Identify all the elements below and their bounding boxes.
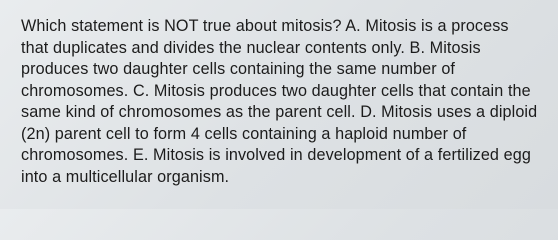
question-text: Which statement is NOT true about mitosis? A. Mitosis is a process that duplicates and divides the nuclear contents only. B. Mitosis produces two daughter cells containing the same number of chromosomes. C. Mitosis produces two daughter cells that contain the same kind of chromosomes as the parent cell. D. Mitosis uses a diploid (2n) parent cell to form 4 cells containing a haploid number of chromosomes. E. Mitosis is involved in development of a fertilized egg into a multicellular organism.: [21, 17, 538, 186]
